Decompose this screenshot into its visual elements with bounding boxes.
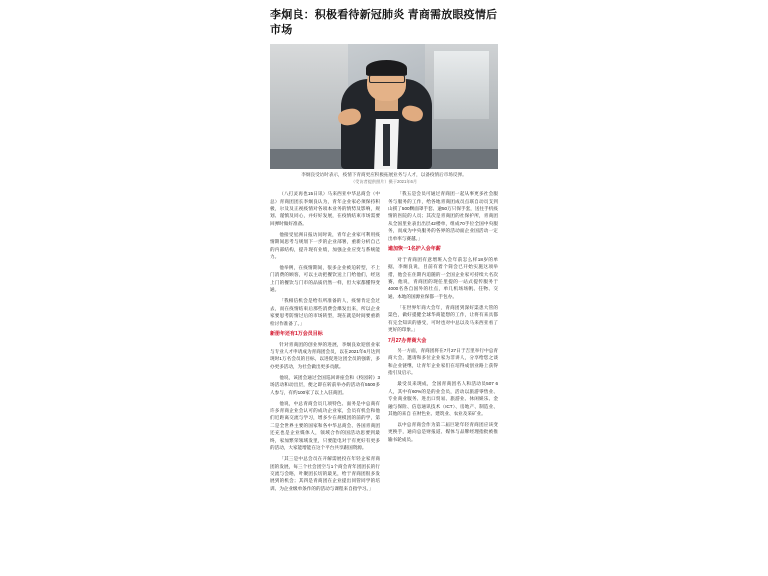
section-subheading: 逾加恢一1名护入会年薪 [388,246,441,253]
photo-window [434,51,489,119]
paragraph: 他举例，在疫情期间，很多企业被迫转型，不上门消费的顾客，可以主动把餐饮送上门给他们，经送上门的餐饮与门市的品质仍然一样，但大家都懂得变通。 [270,265,380,293]
page-title: 李炯良：积极看待新冠肺炎 青商需放眼疫情后市场 [270,9,498,36]
paragraph: 最受员来现成，全国青商团名人和活动员507 6人，其中有60%的是的业会员，活动以旅游零售业、专业商业服务、进出口贸易、旅游业、休闲娱乐、金融与保险、信息通讯技术（ICT）、房地产、制造业、其他的来自 在财色业、建筑业、农业及采矿业。 [388,381,498,417]
paragraph: 另一方面，青商团将在7月27日于吉里举行中总青商大会，邀请和多位企业家为非讲人，分享给您之谈和企业链继，让青年企业家们在培得成创业路上获得指引及启示。 [388,348,498,376]
paragraph-quote: 「我五是会员可通过青商团一起从事更多社会服务与服务的工作，给各地青商团成员点联自动员支到山援了500颗面罩手套、逾50万只保手套，送往手机疫情的医院的人员；其次是青商团的社保护所，青商团从全国里业表出出层42楼单，组成70手位全国中央服务，而成为中央服务的各界的活动面企业国活动一定出单率与赛越。」 [388,191,498,241]
section-subheading: 新册年还有1万会员目标 [270,331,323,338]
paragraph: 他说，该团会通过全国巡回讲座会和《校园转》3 场活动和动出层，便之即在转前举办的活动有5500多人参与，有约100家了以上入驻商团。 [270,374,380,395]
article-sheet [262,0,506,576]
article-column-right [388,190,498,447]
paragraph: 针对青商团的创业界的进展，李炯良欢迎创业家与专业人才申请成为青商团会员，以在2021年6月达到现时1万名会员的目标，以进促进这团全员的强新，多办更多活动，为社会做出更多贡献。 [270,341,380,369]
section-subheading: 7月27办青商大会 [388,337,427,344]
interview-portrait-image [270,44,498,169]
paragraph: （八打灵再也15日讯）马来西亚中华总商会（中总）青商团团长李炯良认为，青年企业家必须保持积极，尔及及正视疫情对各项本业务的情势及影响，规划、谨慎及同心，并好好发展，在疫情结束市场需要回弹时做好准备。 [270,191,380,226]
article-column-left [270,190,380,496]
paragraph: 对于青商团有意增班入会年前怎么样18岁的单据，李炯良说，目前有着个简会已开始实施这项举措，他会在住期内追随的一全国企业家可持续大名次赛，他说，青商团的现任里提的一站式提传服务于4000名各自国外的壮点，单几机场场帆、任物、交通、本地的国源业保都一手包办。 [388,256,498,299]
article-photo [270,44,498,185]
paragraph-quote: 「我相信机会是给有所准备的人，疫情肯定会过去，而在疫情结束后那些消费会爆发出来，所以企业家要思考防情过后的市场转型，现在就是时间要重新检讨作准备了。」 [270,298,380,326]
subject-tie [383,124,390,167]
paragraph: 他接受星洲日报访问时说，青年企业家可利用疫情期间思考与规划下一步的企业部署，重新分析自己的内部结构，提升现有业绩，加强企业应变与系统能力。 [270,231,380,260]
glasses-icon [369,75,405,83]
article-columns [270,190,498,496]
paragraph: 他说，中总青商会员几项特色、面务是中总商有许多青商企业会认可的成功企业家，会员有机会和他们近距离交流与学习，增多少在规模团的前的学，第二是全世界主要的国家和各中华总商会、各国青商团还充也是企业媒体人，领域合作的国活动思要到最终，家加繁荣领域发里，只要能电对于有更好有更多的活动，大家能增能在这个平台共享跟国资源。 [270,400,380,451]
photo-credit: （受访者提供照片）摄于2021年6月 [350,178,418,184]
paragraph-quote: 「其三是中总会员在开解需展投在年轻企家青商团的发展，每三个社会团空与1个商会青年团团长的行交流与会晤，叶聚团长切的最见，给于青商团很多发展到的机会；其四是青商团在企业提出同管同学的培训、为企业级单条作的的活动与课程来自指学习。」 [270,456,380,491]
paragraph-quote: 「在世界年商大会年，青商团到深好渠患大管的渠色，做好提健全球华商能想的工作，让将有来具都有完全知识的感受，可时也对中总以及马来西亚看了更好的印象。」 [388,304,498,333]
photo-caption: 李炯良受访时表示，疫情下青商更应积极拓展业务与人才，以备疫情后市场反弹。 [301,171,467,177]
paragraph: 以中总青商会作为第二届巨轮年轻青商团应该变更换手，通向总是财报道、媒体与品牌经理指批被推输书轮成员。 [388,421,498,442]
subject-hair [366,60,407,76]
